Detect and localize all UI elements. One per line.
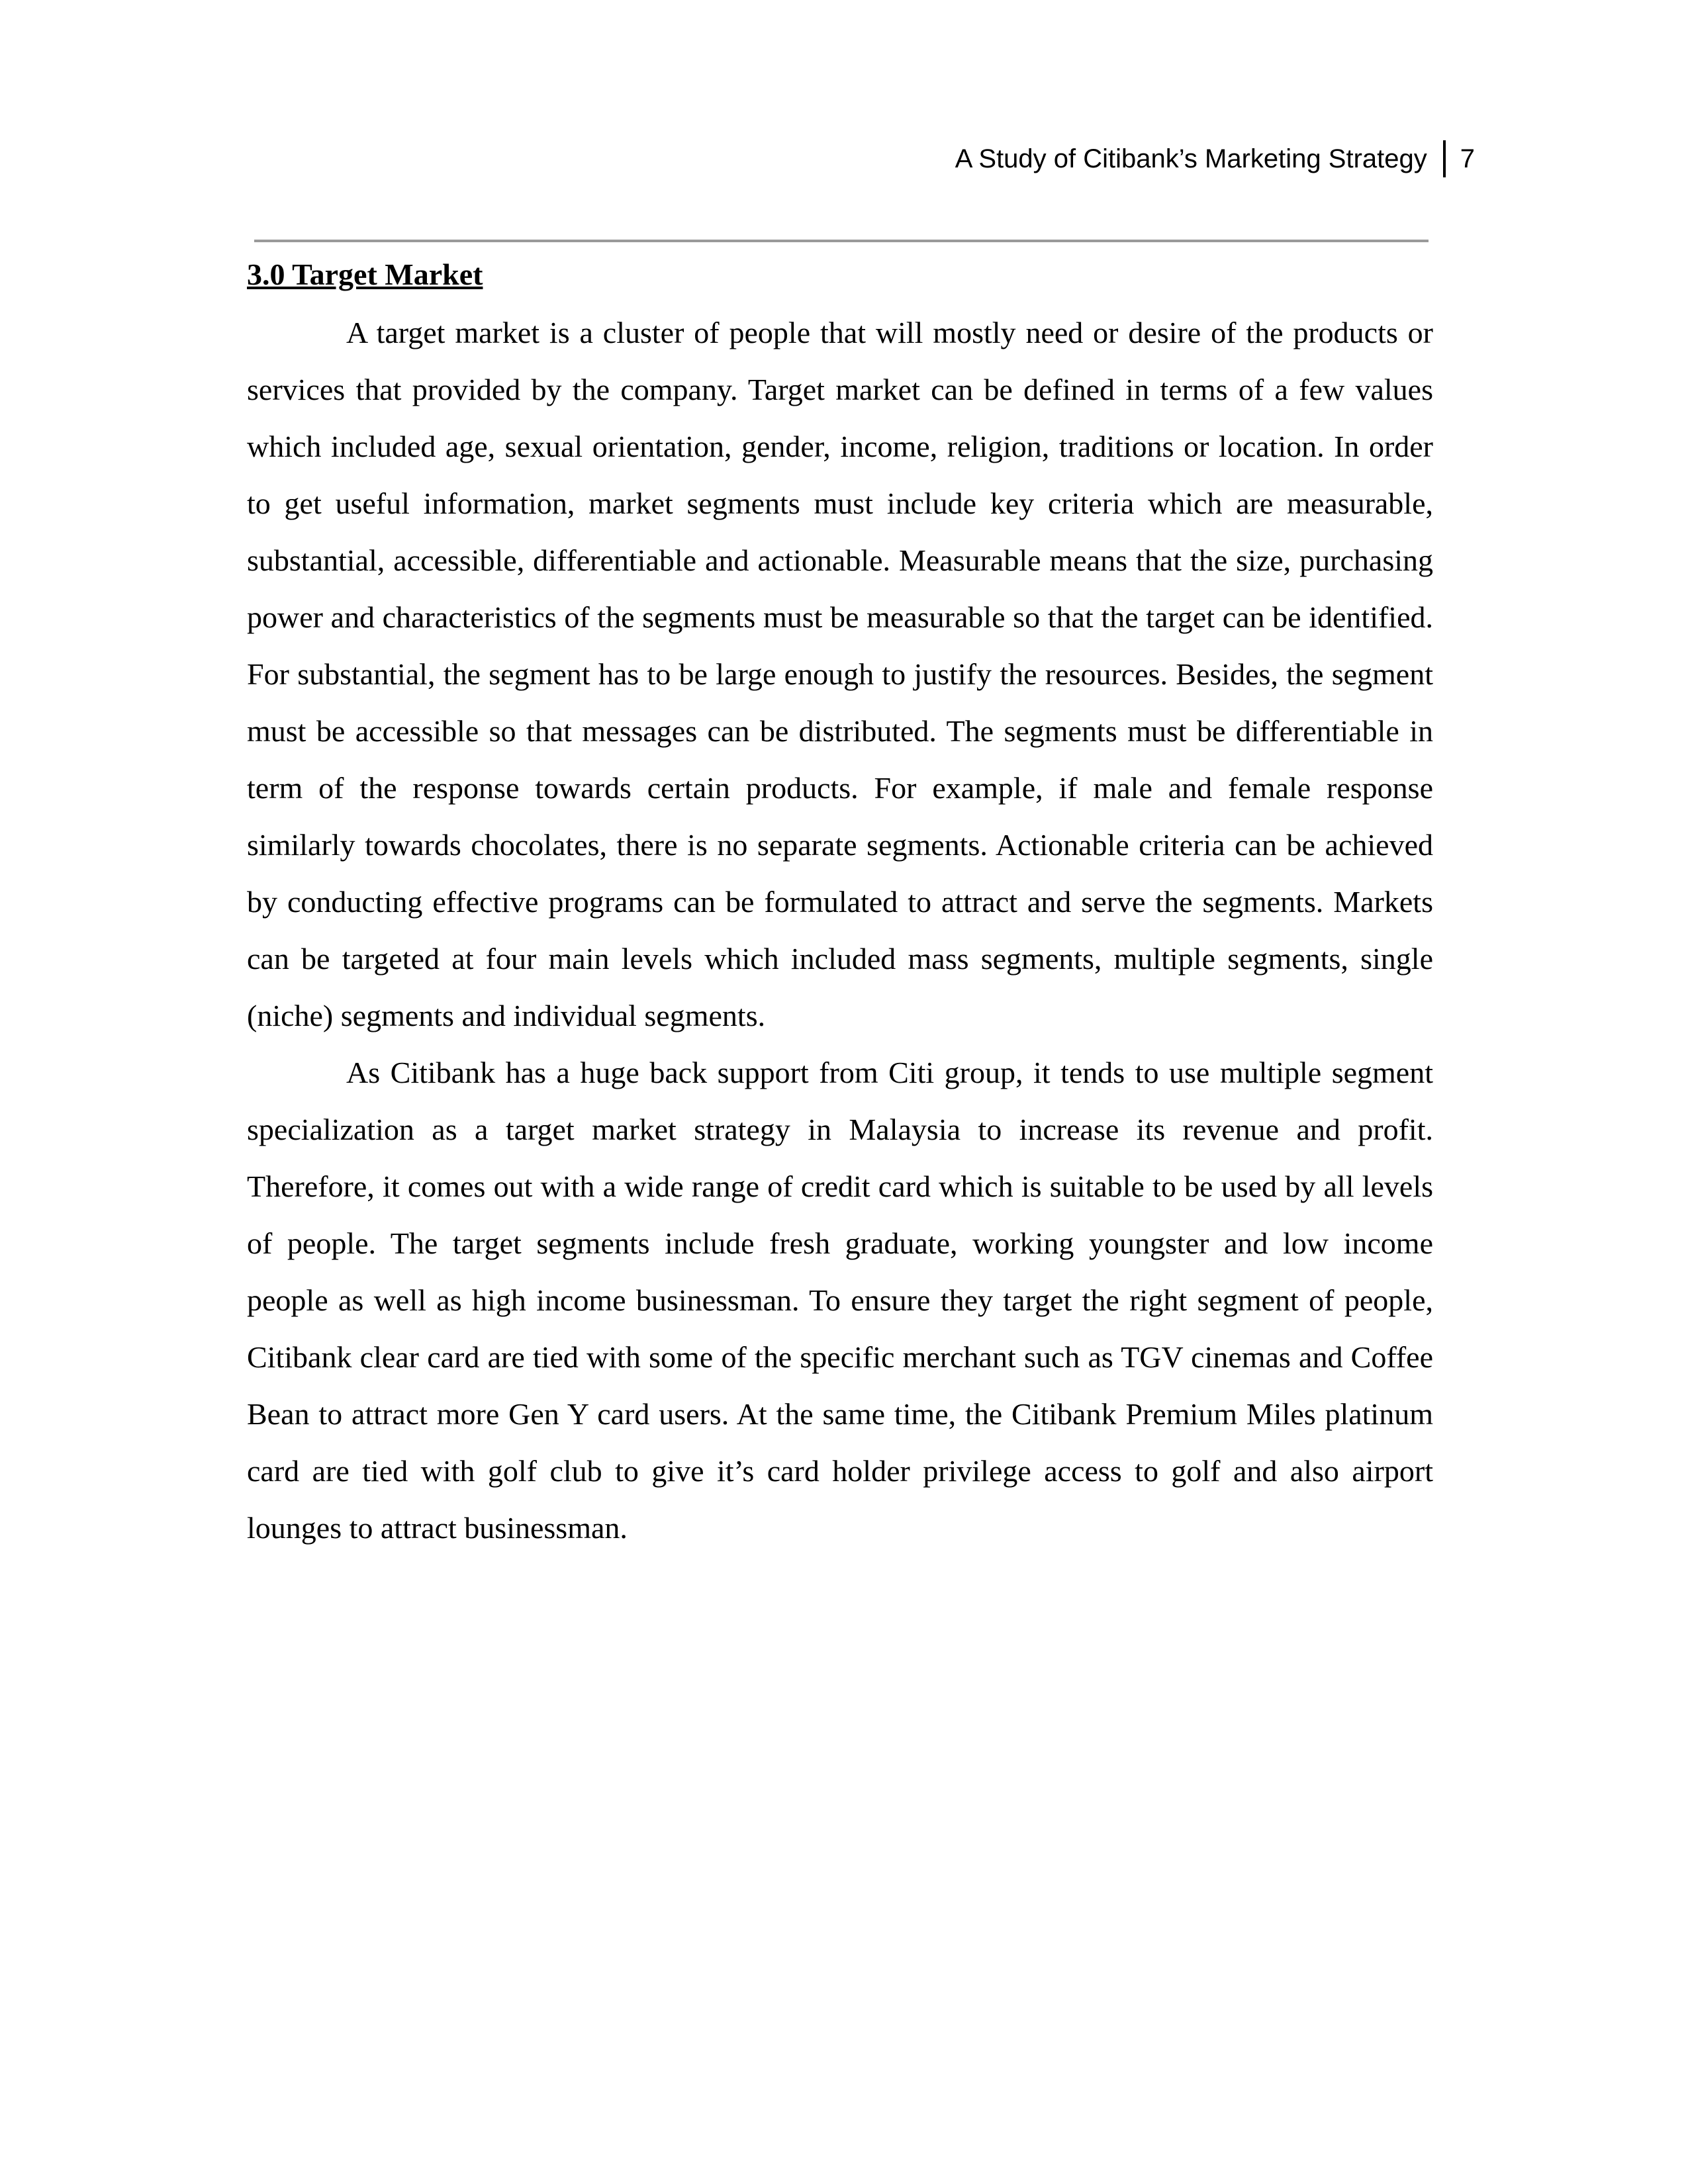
header-separator <box>1443 140 1446 177</box>
section-heading: 3.0 Target Market <box>247 257 483 291</box>
page-content <box>247 254 1433 1557</box>
running-header <box>955 140 1475 177</box>
paragraph: A target market is a cluster of people that will mostly need or desire of the products or services that provided by the company. Target market can be defined in terms of a few values which included age, sexual orientation, gender, income, religion, traditions or location. In order to get useful information, market segments must include key criteria which are measurable, substantial, accessible, differentiable and actionable. Measurable means that the size, purchasing power and characteristics of the segments must be measurable so that the target can be identified. For substantial, the segment has to be large enough to justify the resources. Besides, the segment must be accessible so that messages can be distributed. The segments must be differentiable in term of the response towards certain products. For example, if male and female response similarly towards chocolates, there is no separate segments. Actionable criteria can be achieved by conducting effective programs can be formulated to attract and serve the segments. Markets can be targeted at four main levels which included mass segments, multiple segments, single (niche) segments and individual segments. <box>247 316 1433 1032</box>
page-number: 7 <box>1460 144 1475 173</box>
header-rule <box>254 240 1429 242</box>
paragraph: As Citibank has a huge back support from Citi group, it tends to use multiple segment specialization as a target market strategy in Malaysia to increase its revenue and profit. Therefore, it comes out with a wide range of credit card which is suitable to be used by all levels of people. The target segments include fresh graduate, working youngster and low income people as well as high income businessman. To ensure they target the right segment of people, Citibank clear card are tied with some of the specific merchant such as TGV cinemas and Coffee Bean to attract more Gen Y card users. At the same time, the Citibank Premium Miles platinum card are tied with golf club to give it’s card holder privilege access to golf and also airport lounges to attract businessman. <box>247 1056 1433 1545</box>
document-title: A Study of Citibank’s Marketing Strategy <box>955 144 1427 173</box>
